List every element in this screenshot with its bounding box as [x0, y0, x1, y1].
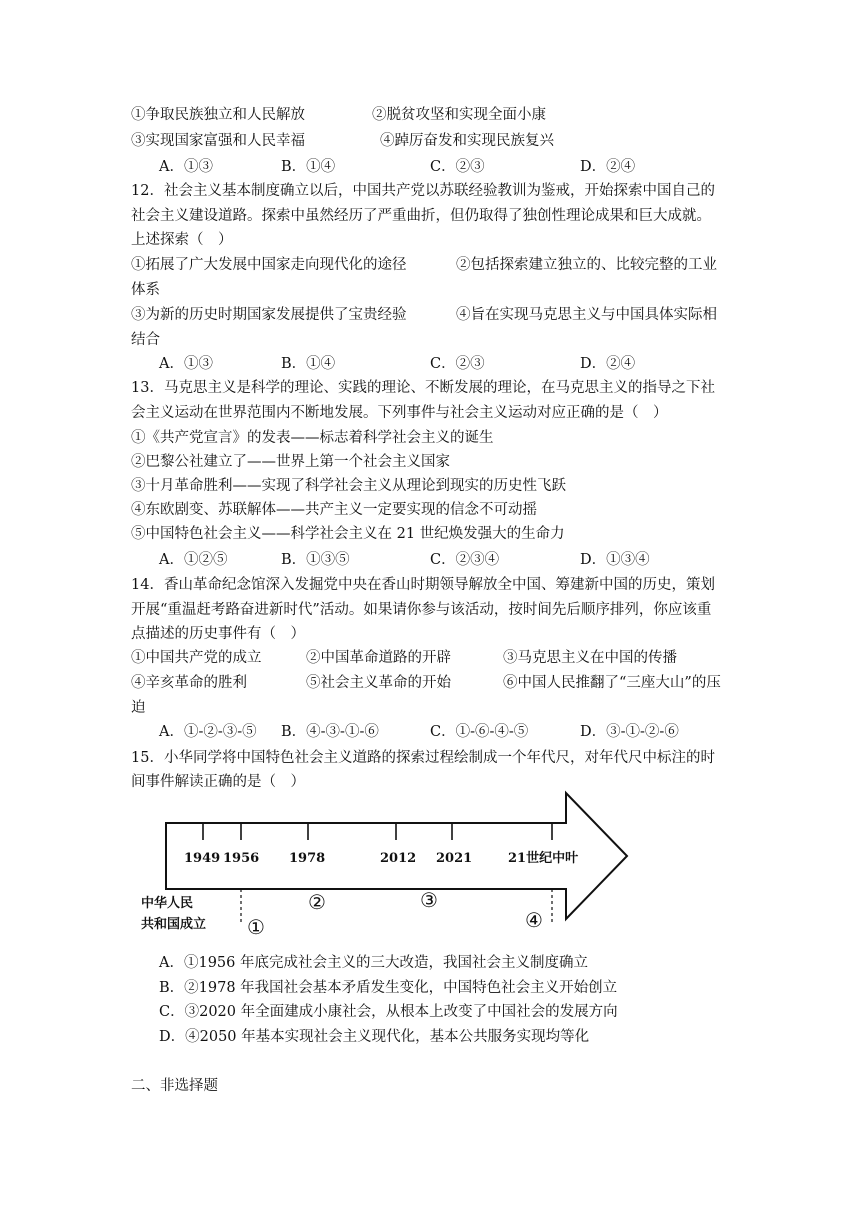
q12-option-a[interactable]: A．①③	[159, 356, 213, 372]
q11-option-d[interactable]: D．②④	[580, 159, 636, 175]
marker-3: ③	[420, 888, 438, 912]
q13-option-d[interactable]: D．①③④	[580, 552, 650, 568]
timeline-figure	[130, 790, 640, 940]
q14-item-2: ②中国革命道路的开辟	[306, 650, 451, 666]
q12-stem-line-3: 上述探索（ ）	[131, 232, 233, 248]
q12-item-4-cont: 结合	[131, 332, 160, 348]
q14-stem-line-2: 开展“重温赶考路奋进新时代”活动。如果请你参与该活动，按时间先后顺序排列，你应该重	[131, 602, 712, 618]
year-label: 21世纪中叶	[508, 851, 579, 866]
q12-option-b[interactable]: B．①④	[281, 356, 336, 372]
q13-option-c[interactable]: C．②③④	[430, 552, 500, 568]
q15-option-d[interactable]: D．④2050 年基本实现社会主义现代化，基本公共服务实现均等化	[159, 1029, 590, 1045]
q15-option-b[interactable]: B．②1978 年我国社会基本矛盾发生变化，中国特色社会主义开始创立	[159, 980, 618, 996]
year-label: 1949	[184, 851, 221, 866]
q12-option-c[interactable]: C．②③	[430, 356, 485, 372]
q13-option-a[interactable]: A．①②⑤	[159, 552, 228, 568]
q15-stem-line-1: 15．小华同学将中国特色社会主义道路的探索过程绘制成一个年代尺，对年代尺中标注的时	[131, 750, 715, 766]
q13-option-b[interactable]: B．①③⑤	[281, 552, 350, 568]
q14-item-3: ③马克思主义在中国的传播	[503, 650, 677, 666]
q14-option-d[interactable]: D．③-①-②-⑥	[580, 724, 679, 740]
q14-stem-line-3: 点描述的历史事件有（ ）	[131, 626, 305, 642]
q11-item-4: ④踔厉奋发和实现民族复兴	[380, 133, 554, 149]
q14-item-5: ⑤社会主义革命的开始	[306, 675, 451, 691]
q15-option-a[interactable]: A．①1956 年底完成社会主义的三大改造，我国社会主义制度确立	[159, 955, 588, 971]
q13-stem-line-1: 13．马克思主义是科学的理论、实践的理论、不断发展的理论，在马克思主义的指导之下社	[131, 380, 715, 396]
q15-option-c[interactable]: C．③2020 年全面建成小康社会，从根本上改变了中国社会的发展方向	[159, 1004, 618, 1020]
q13-item-5: ⑤中国特色社会主义——科学社会主义在 21 世纪焕发强大的生命力	[131, 526, 565, 542]
q13-item-2: ②巴黎公社建立了——世界上第一个社会主义国家	[131, 454, 450, 470]
q11-option-a[interactable]: A．①③	[159, 159, 213, 175]
marker-1: ①	[247, 915, 265, 939]
q12-item-2: ②包括探索建立独立的、比较完整的工业	[456, 257, 717, 273]
year-label: 2012	[380, 851, 417, 866]
q14-option-a[interactable]: A．①-②-③-⑤	[159, 724, 257, 740]
q14-option-c[interactable]: C．①-⑥-④-⑤	[430, 724, 529, 740]
q12-item-3: ③为新的历史时期国家发展提供了宝贵经验	[131, 307, 407, 323]
q13-stem-line-2: 会主义运动在世界范围内不断地发展。下列事件与社会主义运动对应正确的是（ ）	[131, 405, 668, 421]
year-label: 1978	[289, 851, 326, 866]
q13-item-1: ①《共产党宣言》的发表——标志着科学社会主义的诞生	[131, 430, 494, 446]
founding-label-line-1: 中华人民	[141, 896, 194, 911]
q11-item-1: ①争取民族独立和人民解放	[131, 107, 305, 123]
marker-4: ④	[525, 908, 543, 932]
q13-item-3: ③十月革命胜利——实现了科学社会主义从理论到现实的历史性飞跃	[131, 478, 566, 494]
q13-item-4: ④东欧剧变、苏联解体——共产主义一定要实现的信念不可动摇	[131, 502, 537, 518]
q14-stem-line-1: 14．香山革命纪念馆深入发掘党中央在香山时期领导解放全中国、筹建新中国的历史，策划	[131, 577, 715, 593]
marker-2: ②	[308, 890, 326, 914]
section-2-title: 二、非选择题	[131, 1078, 218, 1094]
q15-stem-line-2: 间事件解读正确的是（ ）	[131, 774, 305, 790]
q12-option-d[interactable]: D．②④	[580, 356, 636, 372]
year-label: 1956	[223, 851, 260, 866]
founding-label-line-2: 共和国成立	[141, 917, 207, 932]
q12-item-4: ④旨在实现马克思主义与中国具体实际相	[456, 307, 717, 323]
q11-item-3: ③实现国家富强和人民幸福	[131, 133, 305, 149]
q14-item-4: ④辛亥革命的胜利	[131, 675, 247, 691]
q14-option-b[interactable]: B．④-③-①-⑥	[281, 724, 379, 740]
q12-item-1: ①拓展了广大发展中国家走向现代化的途径	[131, 257, 407, 273]
q12-stem-line-1: 12．社会主义基本制度确立以后，中国共产党以苏联经验教训为鉴戒，开始探索中国自己的	[131, 183, 715, 199]
year-label: 2021	[436, 851, 473, 866]
q11-item-2: ②脱贫攻坚和实现全面小康	[372, 107, 546, 123]
q12-stem-line-2: 社会主义建设道路。探索中虽然经历了严重曲折，但仍取得了独创性理论成果和巨大成就。	[131, 208, 711, 224]
q14-item-1: ①中国共产党的成立	[131, 650, 262, 666]
q12-item-2-cont: 体系	[131, 282, 160, 298]
q11-option-c[interactable]: C．②③	[430, 159, 485, 175]
q14-item-6: ⑥中国人民推翻了“三座大山”的压	[503, 675, 721, 691]
q14-item-6-cont: 迫	[131, 700, 146, 716]
q11-option-b[interactable]: B．①④	[281, 159, 336, 175]
